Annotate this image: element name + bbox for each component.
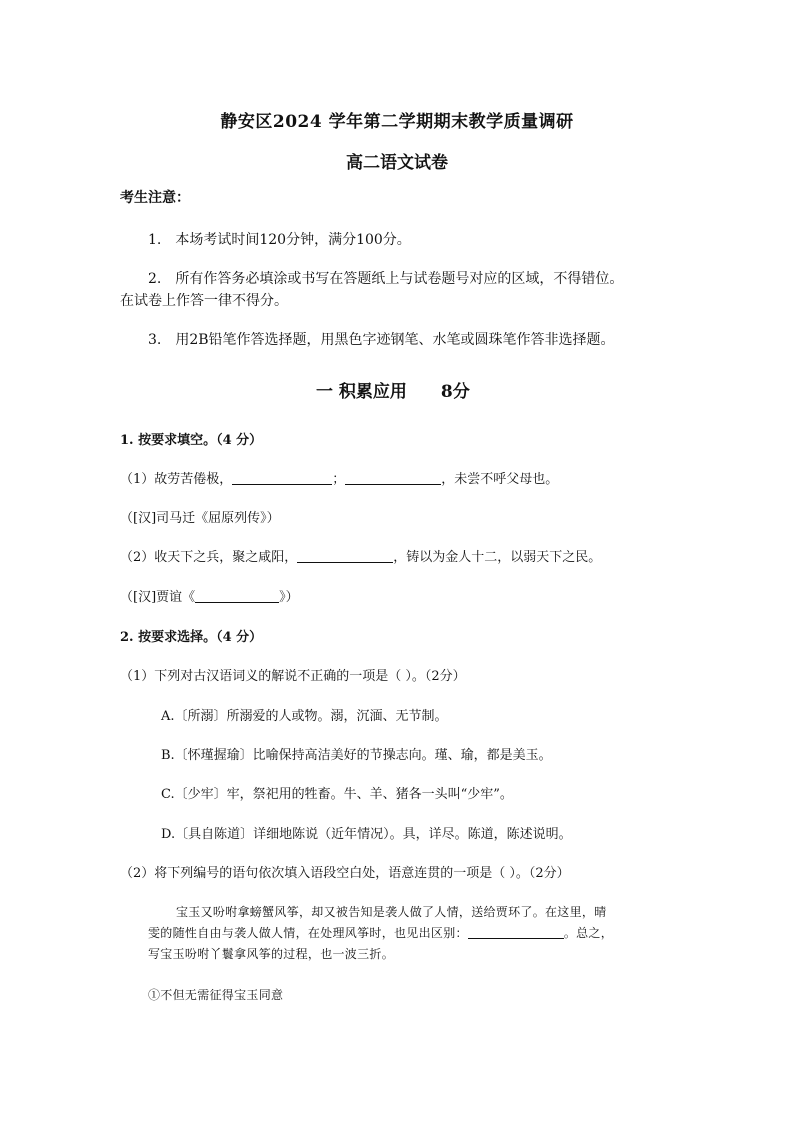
q2-option-c: C.〔少牢〕牢，祭祀用的牲畜。牛、羊、猪各一头叫“少牢”。 [161,787,513,802]
q1-item2-source-blank [195,588,279,603]
notice-item-1: 1. 本场考试时间120分钟，满分100分。 [148,232,411,248]
passage-line-2-suffix: 。总之， [563,926,614,940]
notice-item-3: 3. 用2B铅笔作答选择题，用黑色字迹钢笔、水笔或圆珠笔作答非选择题。 [148,332,615,348]
section1-title: 一 积累应用 [316,382,407,402]
q1-item1-suffix: ，未尝不呼父母也。 [441,472,559,487]
q1-item2-source-prefix: （[汉]贾谊《 [120,590,196,605]
q2-sub1: （1）下列对古汉语词义的解说不正确的一项是（ ）。（2分） [120,669,466,684]
q1-item2-blank [297,548,393,563]
q2-sentence-option-1: ①不但无需征得宝玉同意 [148,988,284,1002]
section1-heading [316,377,470,402]
passage-line-2 [148,923,613,944]
q2-option-d: D.〔具自陈道〕详细地陈说（近年情况）。具，详尽。陈道，陈述说明。 [161,827,572,842]
q1-item2-prefix: （2）收天下之兵，聚之咸阳， [120,550,298,565]
passage-line-3: 写宝玉吩咐丫鬟拿风筝的过程，也一波三折。 [148,947,395,961]
q2-option-b: B.〔怀瑾握瑜〕比喻保持高洁美好的节操志向。瑾、瑜，都是美玉。 [161,748,552,763]
q1-item1-sep: ； [332,472,346,487]
q1-item1 [120,468,558,487]
q1-heading: 1. 按要求填空。（4 分） [120,433,263,448]
q2-heading: 2. 按要求选择。（4 分） [120,630,263,645]
q1-item1-prefix: （1）故劳苦倦极， [120,472,233,487]
q2-sub2: （2）将下列编号的语句依次填入语段空白处，语意连贯的一项是（ ）。（2分） [120,866,570,881]
q1-item1-blank-a [232,470,332,485]
passage-line-1: 宝玉又吩咐拿螃蟹风筝，却又被告知是袭人做了人情，送给贾环了。在这里，晴 [176,905,607,919]
q1-item2-source-suffix: 》） [279,590,299,605]
q1-item1-blank-b [345,470,441,485]
q2-passage [148,902,613,965]
notice-item-2-cont: 在试卷上作答一律不得分。 [120,293,288,309]
section1-score: 8分 [440,382,470,402]
exam-title: 静安区2024 学年第二学期期末教学质量调研 [220,112,574,132]
q1-item1-source: （[汉]司马迁《屈原列传》） [120,511,280,526]
notice-heading: 考生注意： [120,190,190,206]
q1-item2 [120,546,601,565]
passage-blank [468,926,564,939]
q1-item2-suffix: ，铸以为金人十二，以弱天下之民。 [393,550,602,565]
exam-subtitle: 高二语文试卷 [346,153,448,173]
q2-option-a: A.〔所溺〕所溺爱的人或物。溺，沉湎、无节制。 [161,709,448,724]
q1-item2-source [120,586,299,605]
notice-item-2: 2. 所有作答务必填涂或书写在答题纸上与试卷题号对应的区域，不得错位。 [148,271,624,287]
passage-line-2-prefix: 雯的随性自由与袭人做人情，在处理风筝时，也见出区别： [148,926,468,940]
